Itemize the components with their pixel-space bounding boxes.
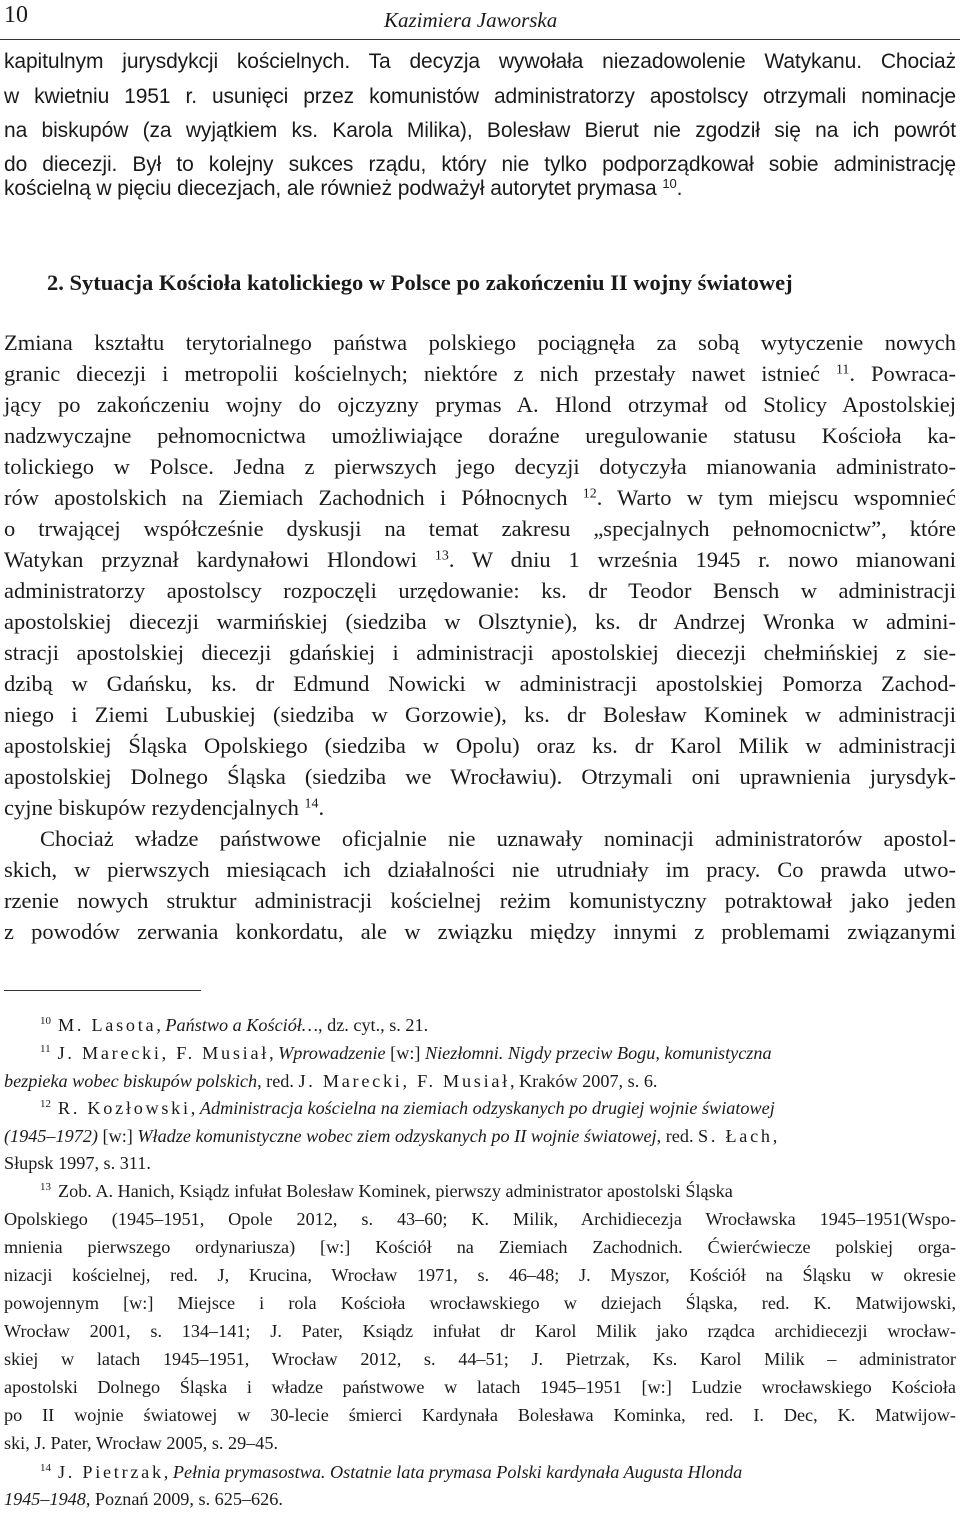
body-line: dzibą w Gdańsku, ks. dr Edmund Nowicki w administracji apostolskiej Pomorza Zachod- xyxy=(4,671,956,696)
body-line: Watykan przyznał kardynałowi Hlondowi $^{13}$. W dniu 1 września 1945 r. nowo mianowani xyxy=(4,547,956,572)
footnote-14-cont: 1945–1948, Poznań 2009, s. 625–626. xyxy=(4,1489,283,1509)
footnote-number: 10 xyxy=(40,1015,51,1028)
footnote-14: $^{14}$ J. Pietrzak, Pełnia prymasostwa. Ostatnie lata prymasa Polski kardynała Augusta Hlonda xyxy=(40,1462,743,1482)
body-line: o trwającej współcześnie dyskusji na temat zakresu „specjalnych pełnomocnictw”, które xyxy=(4,516,956,541)
footnote-13-cont: apostolski Dolnego Śląska i władze państwowe w latach 1945–1951 [w:] Ludzie wrocławskiego Kościoła xyxy=(4,1377,956,1397)
body-line: nadzwyczajne pełnomocnictwa umożliwiające doraźne uregulowanie statusu Kościoła ka- xyxy=(4,423,956,448)
footnote-13-cont: skiej w latach 1945–1951, Wrocław 2012, s. 44–51; J. Pietrzak, Ks. Karol Milik – administrator xyxy=(4,1349,956,1369)
body-line: niego i Ziemi Lubuskiej (siedziba w Gorzowie), ks. dr Bolesław Kominek w administracji xyxy=(4,702,956,727)
footnote-number: 14 xyxy=(40,1462,51,1475)
body-line: z powodów zerwania konkordatu, ale w związku między innymi z problemami związanymi xyxy=(4,919,956,944)
footnote-13-cont: mnienia pierwszego ordynariusza) [w:] Kościół na Ziemiach Zachodnich. Ćwierćwiecze polskiej orga- xyxy=(4,1237,956,1257)
body-line: stracji apostolskiej diecezji gdańskiej i administracji apostolskiej diecezji chełmińskiej z sie- xyxy=(4,640,956,665)
page-number: 10 xyxy=(4,2,28,28)
intro-line: do diecezji. Był to kolejny sukces rządu, który nie tylko podporządkował sobie administrację xyxy=(4,153,956,176)
footnote-ref: 14 xyxy=(304,796,319,812)
footnote-13-cont: ski, J. Pater, Wrocław 2005, s. 29–45. xyxy=(4,1433,279,1453)
footnote-12: $^{12}$ R. Kozłowski, Administracja kościelna na ziemiach odzyskanych po drugiej wojnie światowej xyxy=(40,1098,775,1118)
footnote-13-cont: nizacji kościelnej, red. J, Krucina, Wrocław 1971, s. 46–48; J. Myszor, Kościół na Śląsku w okresie xyxy=(4,1265,956,1285)
footnote-10: $^{10}$ M. Lasota, Państwo a Kościół…, dz. cyt., s. 21. xyxy=(40,1015,429,1035)
body-line: skich, w pierwszych miesiącach ich działalności nie utrudniały im pracy. Co prawda utwo- xyxy=(4,857,956,882)
footnote-13: $^{13}$ Zob. A. Hanich, Ksiądz infułat Bolesław Kominek, pierwszy administrator apostolski Śląska xyxy=(40,1181,733,1201)
header-rule xyxy=(0,39,960,40)
intro-line: kościelną w pięciu diecezjach, ale również podważył autorytet prymasa $^{10}$. xyxy=(4,175,683,200)
intro-line: w kwietniu 1951 r. usunięci przez komunistów administratorzy apostolscy otrzymali nominacje xyxy=(4,85,956,108)
footnote-13-cont: powojennym [w:] Miejsce i rola Kościoła wrocławskiego w dziejach Śląska, red. K. Matwijowski, xyxy=(4,1293,956,1313)
body-line: Zmiana kształtu terytorialnego państwa polskiego pociągnęła za sobą wytyczenie nowych xyxy=(4,330,956,355)
body-line: apostolskiej Dolnego Śląska (siedziba we Wrocławiu). Otrzymali oni uprawnienia jurysdyk- xyxy=(4,764,956,789)
footnote-11: $^{11}$ J. Marecki, F. Musiał, Wprowadzenie [w:] Niezłomni. Nigdy przeciw Bogu, komunistyczna xyxy=(40,1043,772,1063)
footnote-11-cont: bezpieka wobec biskupów polskich, red. J. Marecki, F. Musiał, Kraków 2007, s. 6. xyxy=(4,1071,658,1091)
body-line: rów apostolskich na Ziemiach Zachodnich i Północnych $^{12}$. Warto w tym miejscu wspomnieć xyxy=(4,485,957,510)
footnote-number: 12 xyxy=(40,1098,51,1111)
body-line: granic diecezji i metropolii kościelnych; niektóre z nich przestały nawet istnieć $^{11}$. Powraca- xyxy=(4,361,956,386)
footnote-number: 13 xyxy=(40,1181,51,1194)
body-line: Chociaż władze państwowe oficjalnie nie uznawały nominacji administratorów apostol- xyxy=(40,826,956,851)
footnote-13-cont: Wrocław 2001, s. 134–141; J. Pater, Ksiądz infułat dr Karol Milik jako rządca archidiecezji wrocław- xyxy=(4,1321,956,1341)
running-head: Kazimiera Jaworska xyxy=(384,8,558,32)
footnote-12-cont: Słupsk 1997, s. 311. xyxy=(4,1153,151,1173)
footnote-13-cont: Opolskiego (1945–1951, Opole 2012, s. 43–60; K. Milik, Archidiecezja Wrocławska 1945–1951(Wspo- xyxy=(4,1209,956,1229)
body-line: administratorzy apostolscy rozpoczęli urzędowanie: ks. dr Teodor Bensch w administracji xyxy=(4,578,956,603)
footnote-ref: 11 xyxy=(835,362,850,378)
body-line: rzenie nowych struktur administracji kościelnej reżim komunistyczny potraktował jako jeden xyxy=(4,888,956,913)
footnote-rule xyxy=(4,990,201,991)
footnote-ref: 13 xyxy=(434,548,449,564)
footnote-ref: 12 xyxy=(582,486,597,502)
footnote-ref: 10 xyxy=(662,175,677,191)
intro-line: na biskupów (za wyjątkiem ks. Karola Milika), Bolesław Bierut nie zgodził się na ich powrót xyxy=(4,119,956,142)
body-line: tolickiego w Polsce. Jedna z pierwszych jego decyzji dotyczyła mianowania administrato- xyxy=(4,454,956,479)
intro-line: kapitulnym jurysdykcji kościelnych. Ta decyzja wywołała niezadowolenie Watykanu. Chociaż xyxy=(4,50,956,73)
section-heading: 2. Sytuacja Kościoła katolickiego w Polsce po zakończeniu II wojny światowej xyxy=(47,270,793,295)
body-line: cyjne biskupów rezydencjalnych $^{14}$. xyxy=(4,795,325,820)
footnote-12-cont: (1945–1972) [w:] Władze komunistyczne wobec ziem odzyskanych po II wojnie światowej, red. S. Łach, xyxy=(4,1126,778,1146)
footnote-number: 11 xyxy=(40,1043,51,1056)
footnote-13-cont: po II wojnie światowej w 30-lecie śmierci Kardynała Bolesława Kominka, red. I. Dec, K. Matwijow- xyxy=(4,1405,956,1425)
body-line: jący po zakończeniu wojny do ojczyzny prymas A. Hlond otrzymał od Stolicy Apostolskiej xyxy=(4,392,956,417)
body-line: apostolskiej Śląska Opolskiego (siedziba w Opolu) oraz ks. dr Karol Milik w administracji xyxy=(4,733,956,758)
body-line: apostolskiej diecezji warmińskiej (siedziba w Olsztynie), ks. dr Andrzej Wronka w admini- xyxy=(4,609,956,634)
